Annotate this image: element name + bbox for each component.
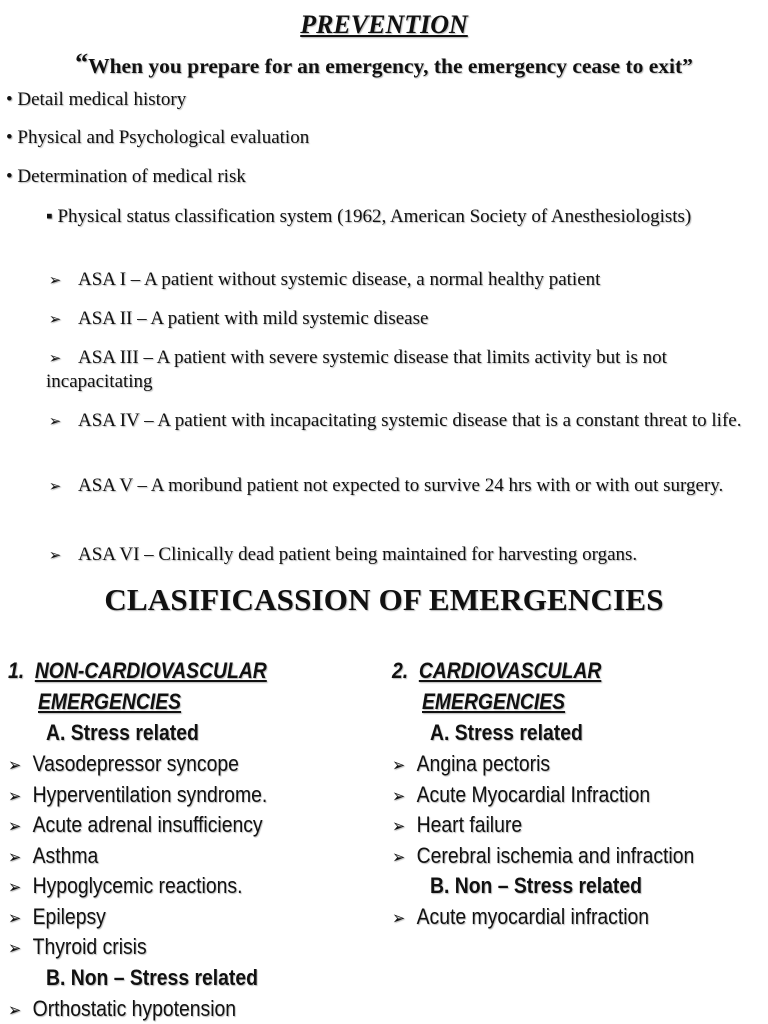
list-item [8, 934, 147, 960]
arrow-bullet-icon: ➢ [48, 477, 62, 495]
list-item-text: Hyperventilation syndrome. [32, 782, 268, 807]
asa-item [46, 307, 746, 331]
left-group-a-label [46, 720, 199, 746]
arrow-bullet-icon: ➢ [392, 786, 406, 807]
arrow-bullet-icon: ➢ [8, 816, 22, 837]
right-group-a-label [430, 720, 583, 746]
asa-item [46, 268, 746, 292]
asa-item-text: ASA I – A patient without systemic disease, a normal healthy patient [78, 269, 601, 290]
list-item [392, 904, 649, 930]
asa-item [46, 409, 746, 433]
list-item-text: Asthma [32, 843, 99, 868]
list-item [8, 751, 239, 777]
asa-item-text: ASA IV – A patient with incapacitating systemic disease that is a constant threat to life. [78, 410, 742, 431]
section-title: CLASIFICASSION OF EMERGENCIES [104, 582, 664, 617]
arrow-bullet-icon: ➢ [48, 349, 62, 367]
list-item-text: Acute Myocardial Infraction [416, 782, 651, 807]
list-item [8, 782, 267, 808]
left-column-number: 1. [8, 658, 25, 683]
list-item [392, 843, 694, 869]
arrow-bullet-icon: ➢ [8, 786, 22, 807]
left-group-a-text: A. Stress related [46, 720, 199, 745]
arrow-bullet-icon: ➢ [8, 938, 22, 959]
right-column-heading: CARDIOVASCULAR [418, 658, 602, 683]
list-item-text: Heart failure [416, 812, 523, 837]
arrow-bullet-icon: ➢ [48, 546, 62, 564]
right-column-heading-line1 [392, 658, 601, 684]
bullet-medical-history: • Detail medical history [6, 89, 187, 110]
asa-intro: ▪ Physical status classification system (1962, American Society of Anesthesiologists) [46, 206, 692, 227]
list-item-text: Epilepsy [32, 904, 106, 929]
quote-text: When you prepare for an emergency, the emergency cease to exit” [88, 54, 693, 78]
asa-item [46, 474, 746, 498]
list-item [392, 751, 550, 777]
list-item-text: Thyroid crisis [32, 934, 147, 959]
asa-item [46, 346, 746, 394]
right-column-heading-line2 [422, 689, 565, 715]
page-title: PREVENTION [300, 10, 468, 39]
asa-item-text: ASA V – A moribund patient not expected to survive 24 hrs with or with out surgery. [78, 475, 724, 496]
list-item-text: Cerebral ischemia and infraction [416, 843, 695, 868]
left-column-heading-line2 [38, 689, 181, 715]
bullet-evaluation: • Physical and Psychological evaluation [6, 127, 310, 148]
arrow-bullet-icon: ➢ [392, 755, 406, 776]
arrow-bullet-icon: ➢ [8, 908, 22, 929]
list-item-text: Acute myocardial infraction [416, 904, 650, 929]
list-item [8, 996, 236, 1022]
list-item-text: Orthostatic hypotension [32, 996, 237, 1021]
list-item [8, 843, 98, 869]
list-item [392, 812, 522, 838]
arrow-bullet-icon: ➢ [8, 755, 22, 776]
right-group-b-label [430, 873, 642, 899]
asa-item-text: ASA II – A patient with mild systemic disease [78, 308, 429, 329]
list-item [8, 812, 263, 838]
right-group-a-text: A. Stress related [430, 720, 583, 745]
arrow-bullet-icon: ➢ [392, 908, 406, 929]
arrow-bullet-icon: ➢ [8, 877, 22, 898]
list-item-text: Hypoglycemic reactions. [32, 873, 243, 898]
right-column-number: 2. [392, 658, 409, 683]
left-column-heading: NON-CARDIOVASCULAR [34, 658, 267, 683]
quote [0, 48, 768, 84]
arrow-bullet-icon: ➢ [48, 271, 62, 289]
left-column-heading-line1 [8, 658, 267, 684]
arrow-bullet-icon: ➢ [8, 1000, 22, 1021]
left-group-b-text: B. Non – Stress related [46, 965, 258, 990]
asa-item-text: ASA VI – Clinically dead patient being maintained for harvesting organs. [78, 544, 638, 565]
list-item [8, 904, 106, 930]
quote-open-mark: “ [75, 48, 89, 77]
right-column-heading-2: EMERGENCIES [422, 689, 566, 714]
left-column-heading-2: EMERGENCIES [38, 689, 182, 714]
arrow-bullet-icon: ➢ [392, 847, 406, 868]
arrow-bullet-icon: ➢ [392, 816, 406, 837]
list-item-text: Vasodepressor syncope [32, 751, 239, 776]
arrow-bullet-icon: ➢ [48, 412, 62, 430]
asa-item-text: ASA III – A patient with severe systemic disease that limits activity but is not incapacitating [46, 347, 667, 392]
list-item-text: Acute adrenal insufficiency [32, 812, 263, 837]
list-item [392, 782, 650, 808]
left-group-b-label [46, 965, 258, 991]
asa-item [46, 543, 746, 567]
right-group-b-text: B. Non – Stress related [430, 873, 642, 898]
list-item-text: Angina pectoris [416, 751, 551, 776]
arrow-bullet-icon: ➢ [8, 847, 22, 868]
bullet-medical-risk: • Determination of medical risk [6, 166, 246, 187]
arrow-bullet-icon: ➢ [48, 310, 62, 328]
list-item [8, 873, 242, 899]
